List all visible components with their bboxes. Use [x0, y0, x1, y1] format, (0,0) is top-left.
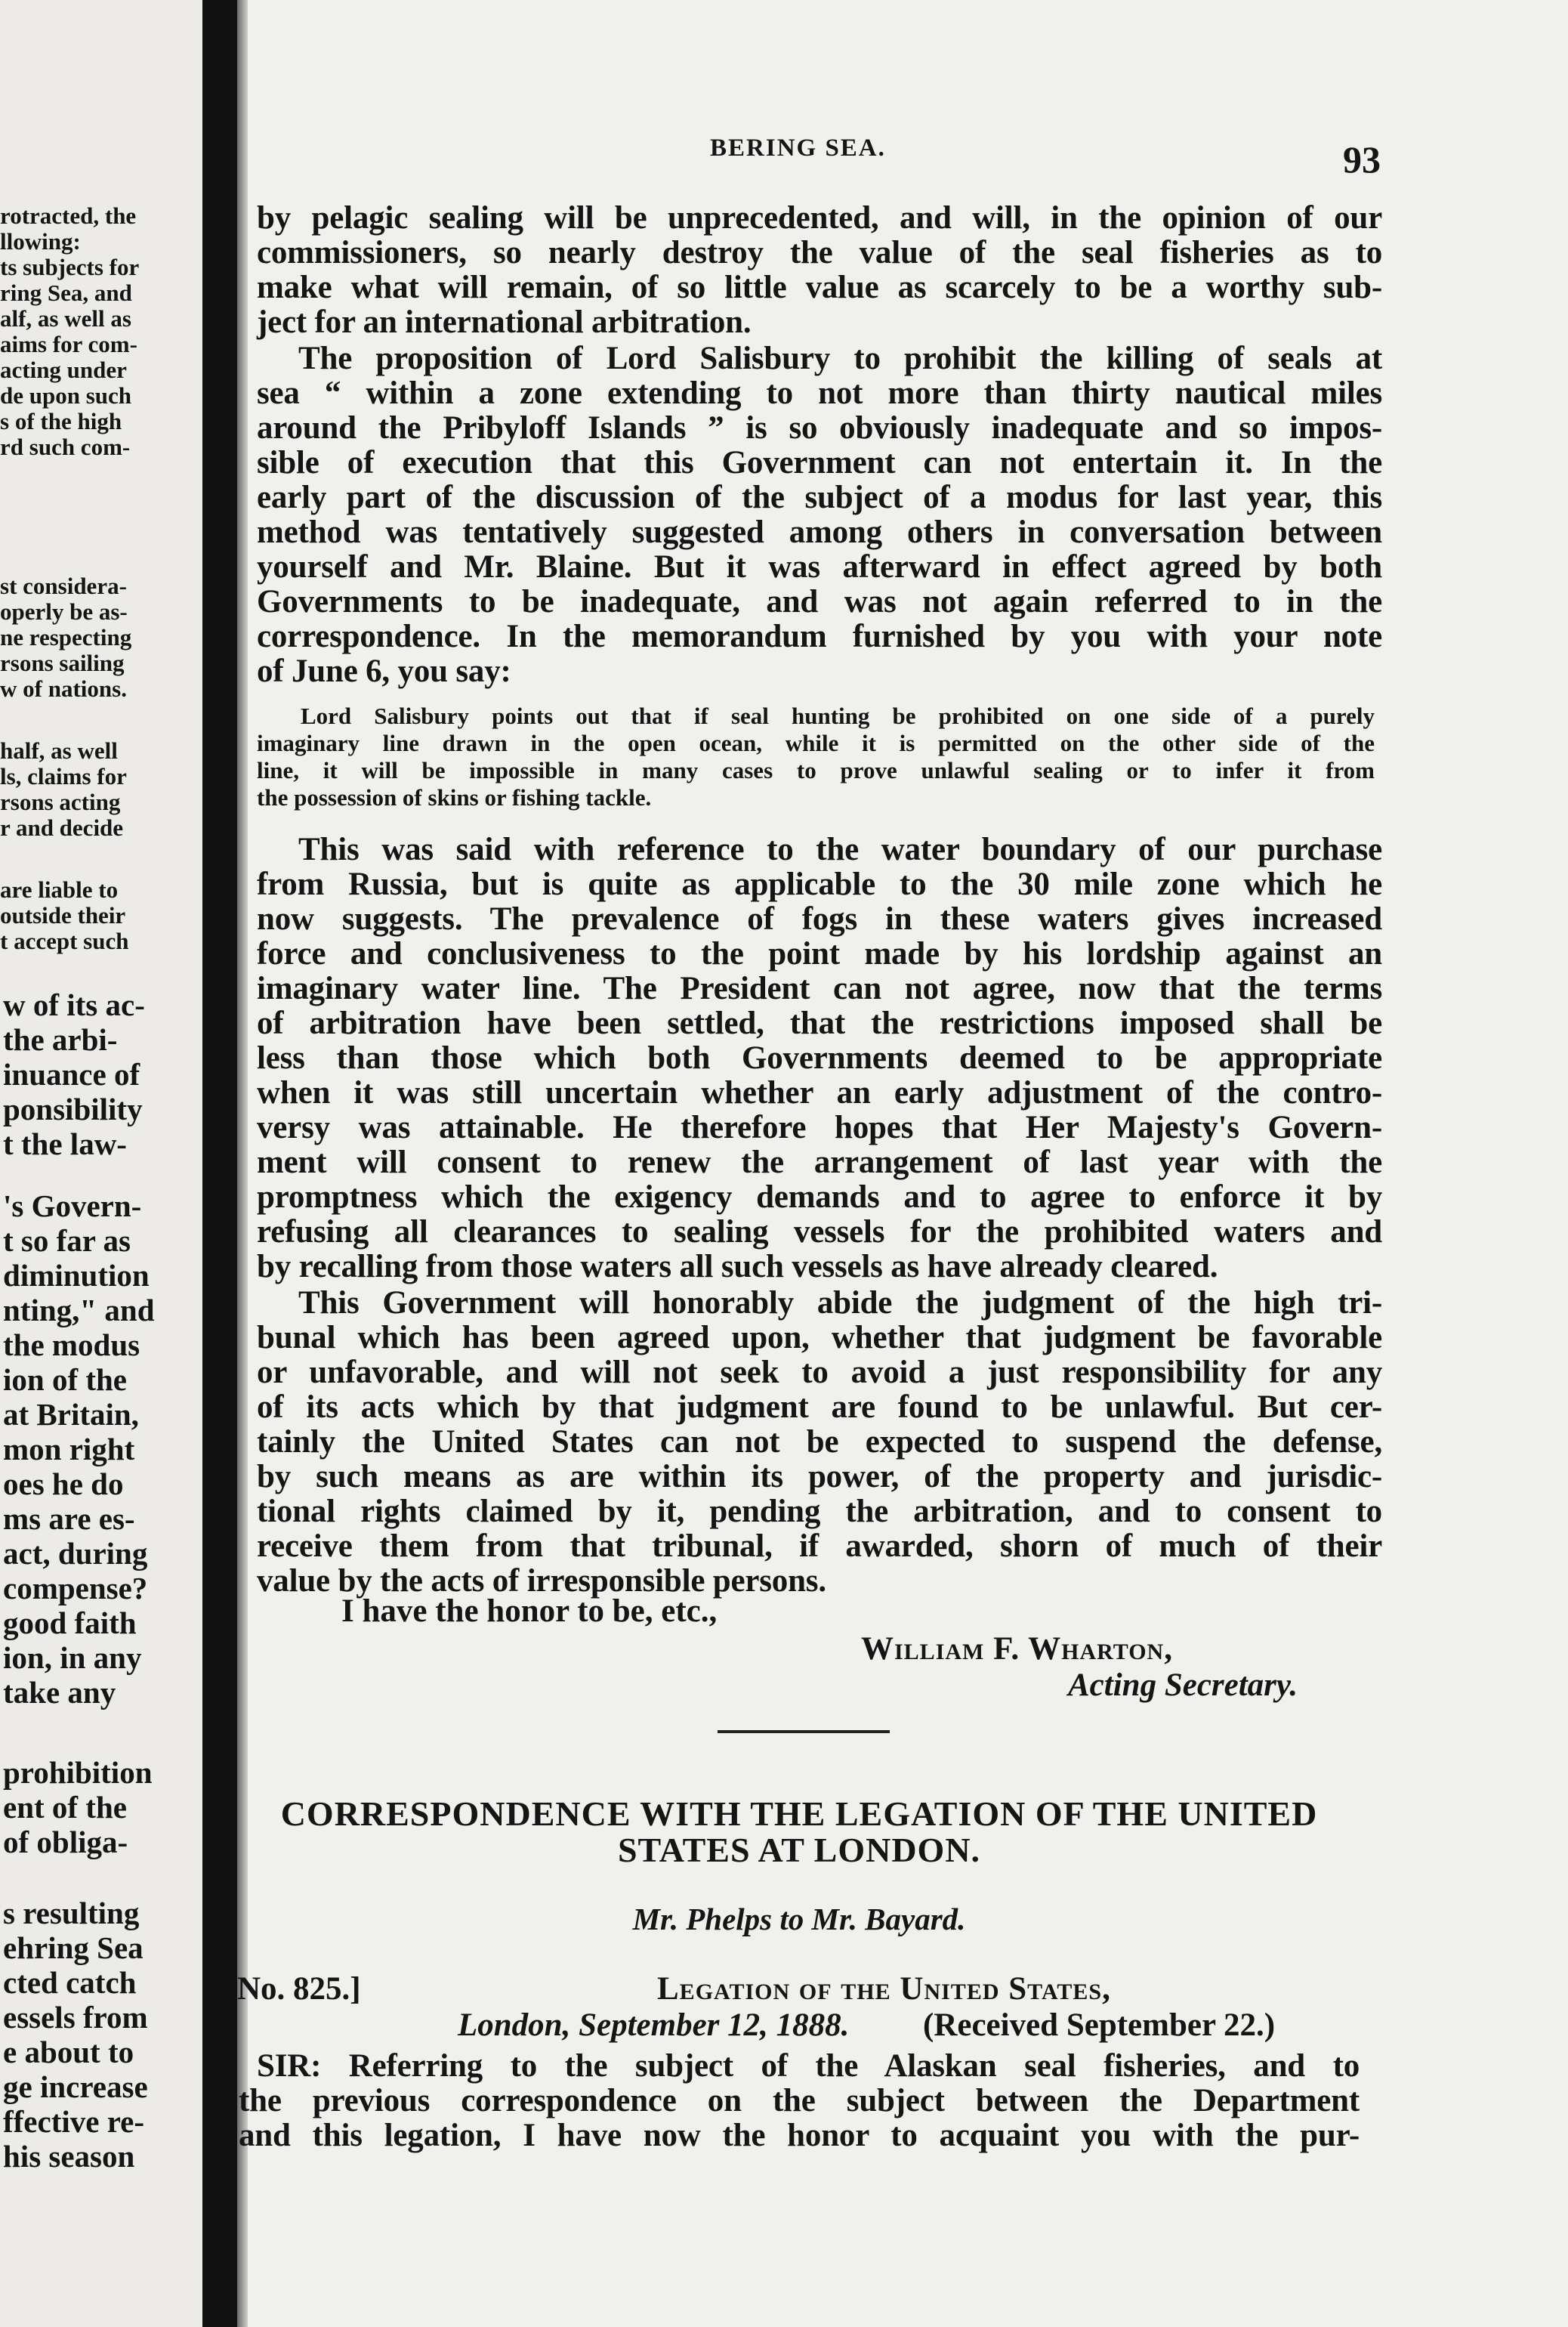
signature-name: William F. Wharton, [861, 1631, 1173, 1667]
left-page-text-fragment: oes he do [3, 1466, 124, 1501]
left-page-text-fragment: nting," and [3, 1293, 155, 1327]
left-page-text-fragment: the arbi- [3, 1022, 118, 1057]
left-page-text-fragment: ts subjects for [0, 254, 140, 280]
left-page-text-fragment: rsons sailing [0, 650, 125, 676]
left-page-text-fragment: w of nations. [0, 675, 127, 702]
running-head: BERING SEA. [710, 134, 886, 162]
body-line: SIR: Referring to the subject of the Alaskan seal fisheries, and to [257, 2048, 1360, 2084]
body-line: sible of execution that this Government can not entertain it. In the [257, 445, 1382, 481]
left-page-text-fragment: compense? [3, 1571, 148, 1605]
left-page-text-fragment: cted catch [3, 1965, 137, 2000]
body-line: tional rights claimed by it, pending the arbitration, and to consent to [257, 1494, 1382, 1529]
body-line: imaginary water line. The President can not agree, now that the terms [257, 971, 1382, 1006]
body-line: by pelagic sealing will be unprecedented, and will, in the opinion of our [257, 200, 1382, 236]
left-page-text-fragment: acting under [0, 357, 127, 383]
quote-line: imaginary line drawn in the open ocean, while it is permitted on the other side of the [257, 730, 1375, 756]
left-page-text-fragment: w of its ac- [3, 987, 145, 1022]
left-page-text-fragment: 's Govern- [3, 1188, 142, 1223]
letter-date: London, September 12, 1888. [458, 2007, 850, 2043]
left-page-text-fragment: essels from [3, 2000, 148, 2035]
body-line: make what will remain, of so little value as scarcely to be a worthy sub- [257, 270, 1382, 305]
body-line: refusing all clearances to sealing vessels for the prohibited waters and [257, 1214, 1382, 1250]
section-heading: STATES AT LONDON. [617, 1831, 981, 1869]
letter-title: Mr. Phelps to Mr. Bayard. [632, 1902, 966, 1936]
body-line: of its acts which by that judgment are found to be unlawful. But cer- [257, 1389, 1382, 1425]
left-page-text-fragment: inuance of [3, 1057, 140, 1092]
body-line: when it was still uncertain whether an early adjustment of the contro- [257, 1075, 1382, 1111]
left-page-text-fragment: good faith [3, 1605, 137, 1640]
left-page-text-fragment: aims for com- [0, 331, 137, 357]
body-line: receive them from that tribunal, if awarded, shorn of much of their [257, 1528, 1382, 1564]
quote-line: Lord Salisbury points out that if seal hunting be prohibited on one side of a purely [301, 703, 1375, 729]
left-page-text-fragment: take any [3, 1675, 116, 1710]
left-page-text-fragment: llowing: [0, 228, 81, 255]
left-page-text-fragment: ponsibility [3, 1092, 143, 1126]
body-line: and this legation, I have now the honor to acquaint you with the pur- [239, 2118, 1360, 2153]
left-page-text-fragment: s resulting [3, 1896, 140, 1930]
body-line: value by the acts of irresponsible persons. [257, 1563, 826, 1599]
left-page-text-fragment: mon right [3, 1432, 135, 1466]
body-line: from Russia, but is quite as applicable to the 30 mile zone which he [257, 867, 1382, 902]
body-line: Governments to be inadequate, and was not again referred to in the [257, 584, 1382, 620]
body-line: The proposition of Lord Salisbury to prohibit the killing of seals at [298, 341, 1382, 376]
left-page-text-fragment: t the law- [3, 1126, 127, 1161]
left-page-text-fragment: the modus [3, 1327, 140, 1362]
left-page-text-fragment: ion of the [3, 1362, 127, 1397]
body-line: less than those which both Governments deemed to be appropriate [257, 1040, 1382, 1076]
body-line: force and conclusiveness to the point made by his lordship against an [257, 936, 1382, 972]
left-page-text-fragment: e about to [3, 2035, 134, 2069]
adjacent-page-fragment [0, 0, 202, 2327]
left-page-text-fragment: prohibition [3, 1755, 153, 1790]
body-line: commissioners, so nearly destroy the value of the seal fisheries as to [257, 235, 1382, 270]
left-page-text-fragment: ge increase [3, 2069, 148, 2104]
left-page-text-fragment: ion, in any [3, 1640, 142, 1675]
body-line: This Government will honorably abide the judgment of the high tri- [298, 1285, 1382, 1321]
body-line: or unfavorable, and will not seek to avoid a just responsibility for any [257, 1355, 1382, 1390]
left-page-text-fragment: ffective re- [3, 2104, 145, 2139]
body-line: around the Pribyloff Islands ” is so obviously inadequate and so impos- [257, 410, 1382, 446]
closing-line: I have the honor to be, etc., [341, 1593, 718, 1629]
left-page-text-fragment: act, during [3, 1536, 148, 1571]
left-page-text-fragment: st considera- [0, 573, 127, 599]
page-number: 93 [1343, 138, 1381, 181]
body-line: promptness which the exigency demands and to agree to enforce it by [257, 1179, 1382, 1215]
left-page-text-fragment: r and decide [0, 814, 124, 841]
section-heading: CORRESPONDENCE WITH THE LEGATION OF THE UNITED [280, 1794, 1318, 1833]
left-page-text-fragment: t accept such [0, 928, 129, 954]
body-line: now suggests. The prevalence of fogs in these waters gives increased [257, 901, 1382, 937]
body-line: of June 6, you say: [257, 654, 511, 689]
body-line: yourself and Mr. Blaine. But it was afterward in effect agreed by both [257, 549, 1382, 585]
signature-title: Acting Secretary. [1068, 1667, 1298, 1703]
left-page-text-fragment: are liable to [0, 876, 119, 903]
left-page-text-fragment: s of the high [0, 408, 122, 434]
body-line: by recalling from those waters all such vessels as have already cleared. [257, 1249, 1218, 1284]
left-page-text-fragment: diminution [3, 1258, 150, 1293]
body-line: bunal which has been agreed upon, whether that judgment be favorable [257, 1320, 1382, 1355]
left-page-text-fragment: t so far as [3, 1223, 131, 1258]
quote-line: line, it will be impossible in many cases to prove unlawful sealing or to infer it from [257, 757, 1375, 783]
body-line: versy was attainable. He therefore hopes that Her Majesty's Govern- [257, 1110, 1382, 1145]
body-line: ment will consent to renew the arrangement of last year with the [257, 1145, 1382, 1180]
body-line: by such means as are within its power, of the property and jurisdic- [257, 1459, 1382, 1494]
body-line: of arbitration have been settled, that the restrictions imposed shall be [257, 1006, 1382, 1041]
body-line: ject for an international arbitration. [257, 304, 752, 340]
letter-received: (Received September 22.) [923, 2007, 1276, 2043]
left-page-text-fragment: alf, as well as [0, 305, 131, 332]
left-page-text-fragment: ne respecting [0, 624, 132, 651]
left-page-text-fragment: ehring Sea [3, 1930, 144, 1965]
page-binding-shadow [202, 0, 237, 2327]
left-page-text-fragment: de upon such [0, 382, 132, 409]
body-line: the previous correspondence on the subject between the Department [239, 2083, 1360, 2118]
body-line: sea “ within a zone extending to not more than thirty nautical miles [257, 375, 1382, 411]
left-page-text-fragment: ent of the [3, 1790, 127, 1825]
left-page-text-fragment: rd such com- [0, 434, 131, 460]
letter-place: Legation of the United States, [657, 1971, 1111, 2007]
left-page-text-fragment: ls, claims for [0, 763, 127, 790]
body-line: early part of the discussion of the subject of a modus for last year, this [257, 480, 1382, 515]
body-line: correspondence. In the memorandum furnished by you with your note [257, 619, 1382, 654]
left-page-text-fragment: rsons acting [0, 789, 121, 815]
left-page-text-fragment: half, as well [0, 737, 118, 764]
left-page-text-fragment: operly be as- [0, 598, 128, 625]
left-page-text-fragment: of obliga- [3, 1825, 128, 1859]
left-page-text-fragment: at Britain, [3, 1397, 139, 1432]
left-page-text-fragment: ring Sea, and [0, 280, 132, 306]
quote-line: the possession of skins or fishing tackle. [257, 784, 652, 811]
left-page-text-fragment: outside their [0, 902, 126, 929]
left-page-text-fragment: ms are es- [3, 1501, 135, 1536]
body-line: tainly the United States can not be expected to suspend the defense, [257, 1424, 1382, 1460]
left-page-text-fragment: his season [3, 2139, 135, 2174]
body-line: This was said with reference to the water boundary of our purchase [298, 832, 1382, 867]
left-page-text-fragment: rotracted, the [0, 202, 137, 229]
body-line: method was tentatively suggested among others in conversation between [257, 515, 1382, 550]
section-rule [718, 1730, 890, 1733]
letter-number: No. 825.] [237, 1971, 361, 2007]
